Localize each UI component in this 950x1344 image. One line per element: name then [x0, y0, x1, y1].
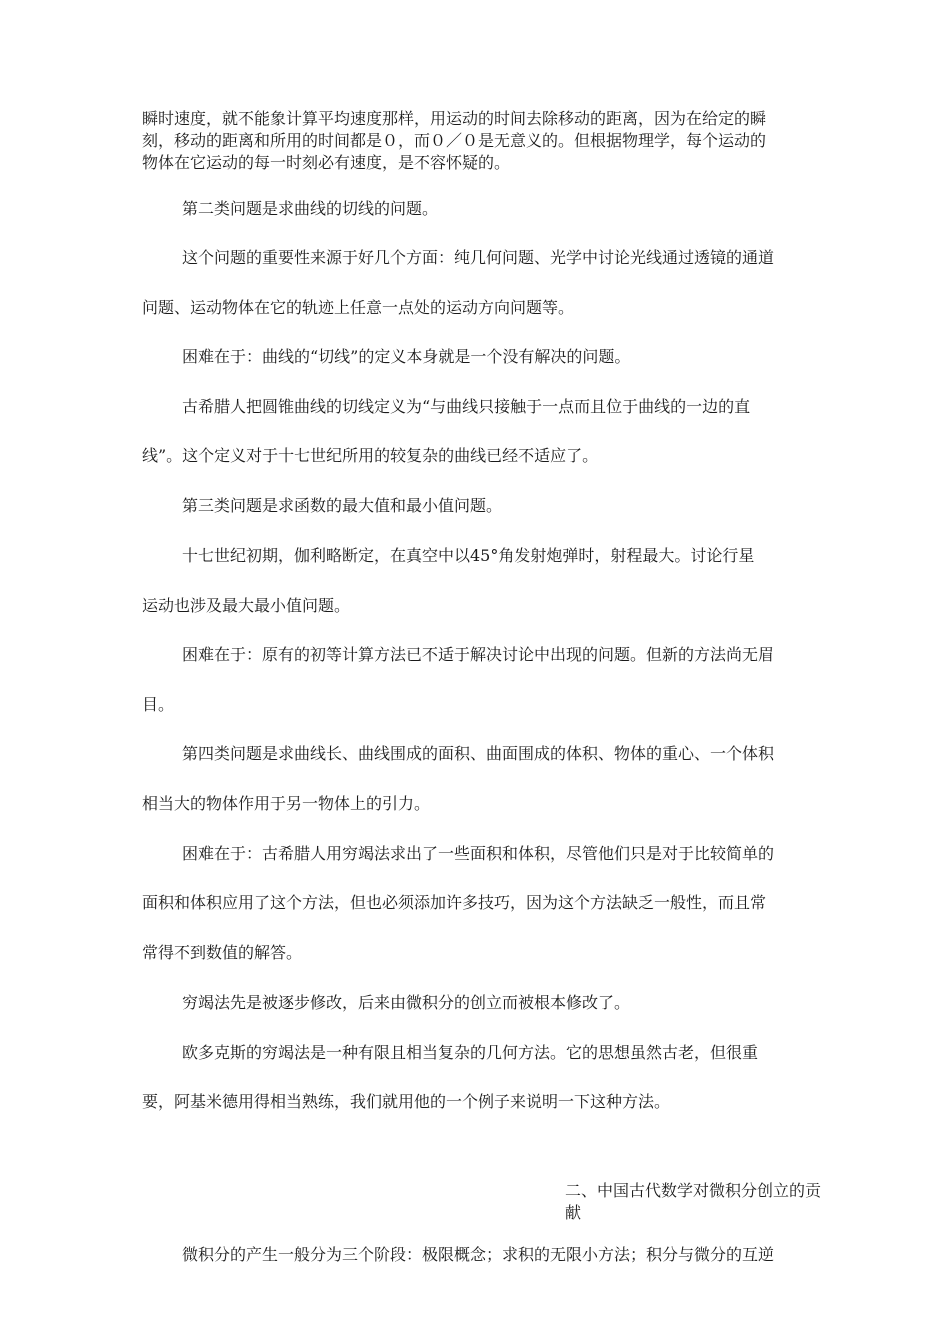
paragraph-line: 要，阿基米德用得相当熟练，我们就用他的一个例子来说明一下这种方法。	[142, 1092, 671, 1111]
paragraph-line: 困难在于：原有的初等计算方法已不适于解决讨论中出现的问题。但新的方法尚无眉	[182, 645, 775, 664]
paragraph-line: 第三类问题是求函数的最大值和最小值问题。	[182, 496, 503, 515]
section-heading: 二、中国古代数学对微积分创立的贡献	[565, 1181, 822, 1222]
paragraph-line: 十七世纪初期，伽利略断定，在真空中以45°角发射炮弹时，射程最大。讨论行星	[182, 546, 755, 565]
paragraph-line: 微积分的产生一般分为三个阶段：极限概念；求积的无限小方法；积分与微分的互逆	[182, 1245, 775, 1264]
paragraph-line: 困难在于：曲线的“切线”的定义本身就是一个没有解决的问题。	[182, 347, 631, 366]
intro-line-2: 刻，移动的距离和所用的时间都是０，而０／０是无意义的。但根据物理学，每个运动的	[142, 131, 767, 150]
paragraph-line: 困难在于：古希腊人用穷竭法求出了一些面积和体积，尽管他们只是对于比较简单的	[182, 844, 775, 863]
paragraph-line: 第四类问题是求曲线长、曲线围成的面积、曲面围成的体积、物体的重心、一个体积	[182, 744, 775, 763]
paragraph-line: 问题、运动物体在它的轨迹上任意一点处的运动方向问题等。	[142, 298, 575, 317]
paragraph-line: 这个问题的重要性来源于好几个方面：纯几何问题、光学中讨论光线通过透镜的通道	[182, 248, 775, 267]
intro-line-3: 物体在它运动的每一时刻必有速度，是不容怀疑的。	[142, 153, 511, 172]
intro-line-1: 瞬时速度，就不能象计算平均速度那样，用运动的时间去除移动的距离，因为在给定的瞬	[142, 109, 767, 128]
paragraph-line: 穷竭法先是被逐步修改，后来由微积分的创立而被根本修改了。	[182, 993, 631, 1012]
paragraph-line: 相当大的物体作用于另一物体上的引力。	[142, 794, 431, 813]
paragraph-line: 运动也涉及最大最小值问题。	[142, 596, 351, 615]
paragraph-line: 古希腊人把圆锥曲线的切线定义为“与曲线只接触于一点而且位于曲线的一边的直	[182, 397, 751, 416]
paragraph-line: 欧多克斯的穷竭法是一种有限且相当复杂的几何方法。它的思想虽然古老，但很重	[182, 1043, 759, 1062]
paragraph-line: 常得不到数值的解答。	[142, 943, 303, 962]
paragraph-line: 线”。这个定义对于十七世纪所用的较复杂的曲线已经不适应了。	[142, 446, 599, 465]
paragraph-line: 第二类问题是求曲线的切线的问题。	[182, 199, 439, 218]
paragraph-line: 面积和体积应用了这个方法，但也必须添加许多技巧，因为这个方法缺乏一般性，而且常	[142, 893, 767, 912]
paragraph-line: 目。	[142, 695, 175, 714]
